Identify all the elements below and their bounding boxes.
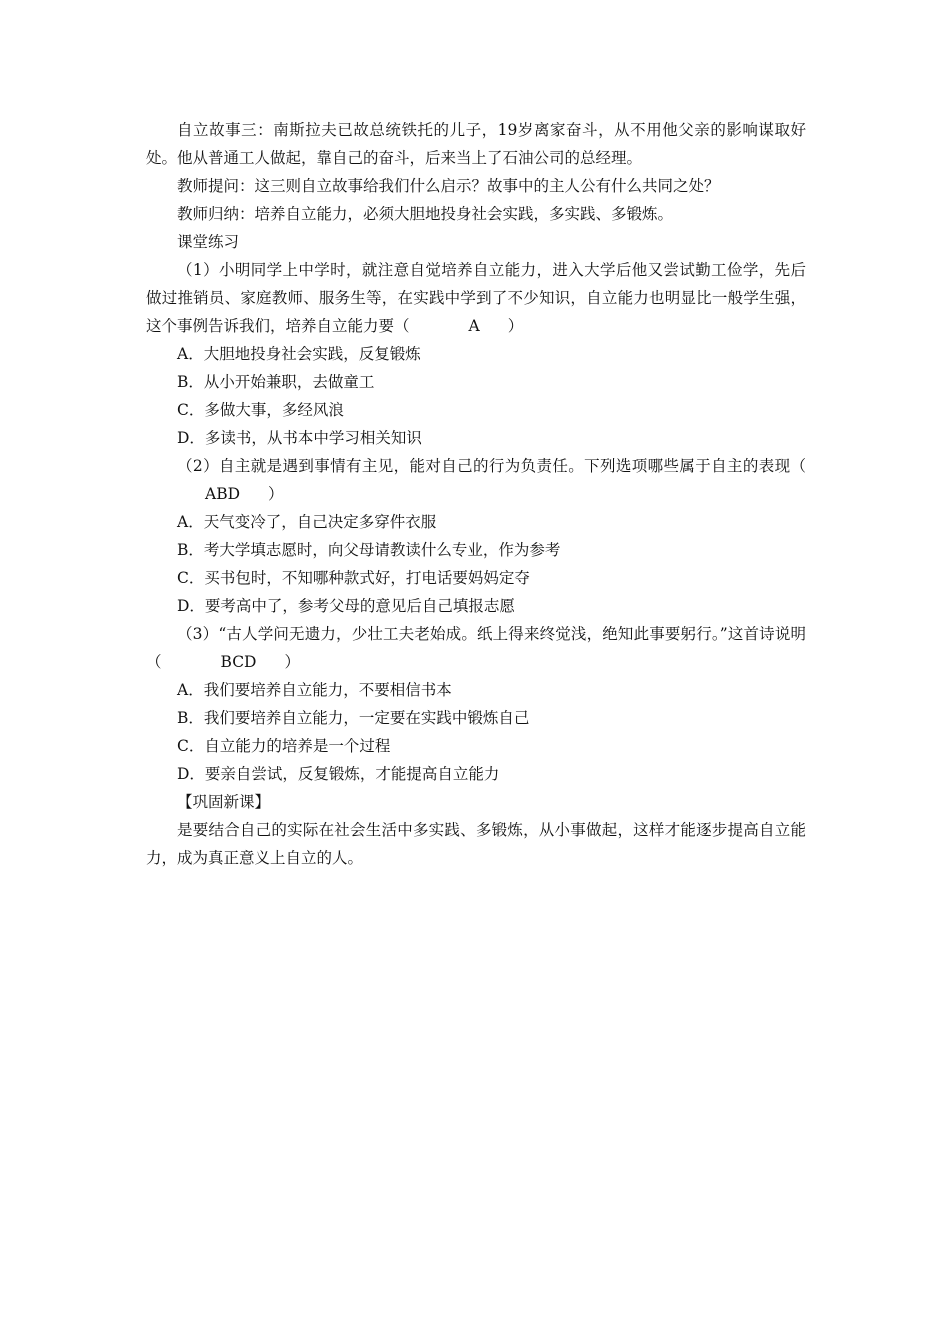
question-2-option-d: D．要考高中了，参考父母的意见后自己填报志愿 xyxy=(177,597,515,615)
question-2-option-c: C．买书包时，不知哪种款式好，打电话要妈妈定夺 xyxy=(177,569,530,587)
question-1-option-d: D．多读书，从书本中学习相关知识 xyxy=(177,429,422,447)
consolidate-text: 是要结合自己的实际在社会生活中多实践、多锻炼，从小事做起，这样才能逐步提高自立能力，成为真正意义上自立的人。 xyxy=(146,821,806,867)
question-1-option-c: C．多做大事，多经风浪 xyxy=(177,401,344,419)
question-3-option-d: D．要亲自尝试，反复锻炼，才能提高自立能力 xyxy=(177,765,500,783)
question-2-stem xyxy=(146,452,806,508)
question-1-close: ） xyxy=(507,317,524,335)
consolidate-heading: 【巩固新课】 xyxy=(177,793,271,811)
teacher-question: 教师提问：这三则自立故事给我们什么启示？故事中的主人公有什么共同之处？ xyxy=(177,177,720,195)
question-1-stem xyxy=(146,256,806,340)
question-1-answer: A xyxy=(468,317,480,335)
document-page xyxy=(146,116,806,872)
question-2-text: （2）自主就是遇到事情有主见，能对自己的行为负责任。下列选项哪些属于自主的表现（ xyxy=(177,457,806,475)
question-1-text: （1）小明同学上中学时，就注意自觉培养自立能力，进入大学后他又尝试勤工俭学，先后做过推销员、家庭教师、服务生等，在实践中学到了不少知识，自立能力也明显比一般学生强，这个事例告诉我们，培养自立能力要（ xyxy=(146,261,806,335)
question-3-option-c: C．自立能力的培养是一个过程 xyxy=(177,737,391,755)
question-2-option-b: B．考大学填志愿时，向父母请教读什么专业，作为参考 xyxy=(177,541,561,559)
question-3-close: ） xyxy=(284,653,300,671)
exercise-heading: 课堂练习 xyxy=(177,233,240,251)
question-3-text: （3）“古人学问无遗力，少壮工夫老始成。纸上得来终觉浅，绝知此事要躬行。”这首诗说明（ xyxy=(146,625,806,671)
teacher-summary: 教师归纳：培养自立能力，必须大胆地投身社会实践，多实践、多锻炼。 xyxy=(177,205,674,223)
story-three-paragraph: 自立故事三：南斯拉夫已故总统铁托的儿子，19岁离家奋斗，从不用他父亲的影响谋取好处。他从普通工人做起，靠自己的奋斗，后来当上了石油公司的总经理。 xyxy=(146,121,806,167)
question-2-close: ） xyxy=(268,485,284,503)
question-3-stem xyxy=(146,620,806,676)
question-3-option-a: A．我们要培养自立能力，不要相信书本 xyxy=(177,681,452,699)
question-2-answer: ABD xyxy=(205,485,241,503)
question-3-option-b: B．我们要培养自立能力，一定要在实践中锻炼自己 xyxy=(177,709,530,727)
question-2-option-a: A．天气变冷了，自己决定多穿件衣服 xyxy=(177,513,437,531)
question-1-option-b: B．从小开始兼职，去做童工 xyxy=(177,373,375,391)
question-3-answer: BCD xyxy=(220,653,257,671)
question-1-option-a: A．大胆地投身社会实践，反复锻炼 xyxy=(177,345,421,363)
